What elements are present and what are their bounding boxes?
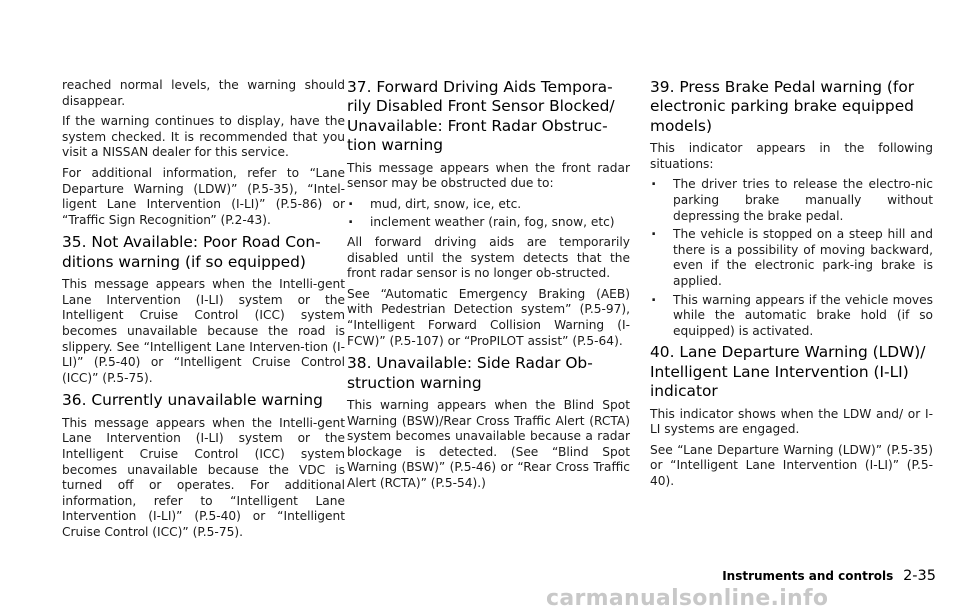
footer-section-title: Instruments and controls: [722, 569, 894, 583]
heading-section-37: 37. Forward Driving Aids Tempora-rily Disabled Front Sensor Blocked/ Unavailable: Front Radar Obstruc-tion warning: [347, 78, 615, 155]
page-footer: [722, 568, 936, 584]
heading-section-40: 40. Lane Departure Warning (LDW)/ Intelligent Lane Intervention (I-LI) indicator: [650, 343, 926, 401]
heading-section-35: 35. Not Available: Poor Road Con-ditions warning (if so equipped): [62, 233, 321, 271]
heading-section-36: 36. Currently unavailable warning: [62, 391, 323, 410]
column-right: [650, 78, 933, 495]
bullet-list-37: [347, 197, 630, 231]
paragraph-section-40: This indicator shows when the LDW and/ or I-LI systems are engaged.: [650, 406, 933, 437]
page-number: 2-35: [903, 568, 936, 584]
list-item: . This warning appears if the vehicle moves while the automatic brake hold (if so equipped) is activated.: [650, 293, 933, 340]
list-item: . The driver tries to release the electro-nic parking brake manually without depressing the brake pedal.: [650, 177, 933, 224]
paragraph-section-40-see: See “Lane Departure Warning (LDW)” (P.5-35) or “Intelligent Lane Intervention (I-LI)” (P.5-40).: [650, 442, 933, 488]
list-item: . inclement weather (rain, fog, snow, etc): [347, 215, 630, 231]
paragraph-section-37: This message appears when the front radar sensor may be obstructed due to:: [347, 160, 630, 191]
paragraph-section-37-disabled: All forward driving aids are temporarily disabled until the system detects that the front radar sensor is no longer ob-structed.: [347, 235, 630, 281]
column-middle: [347, 78, 630, 497]
paragraph-section-36: This message appears when the Intelli-gent Lane Intervention (I-LI) system or the Intelligent Cruise Control (ICC) system becomes unavailable because the VDC is turned off or operates. For additional information, refer to “Intelligent Lane Intervention (I-LI)” (P.5-40) or “Intelligent Cruise Control (ICC)” (P.5-75).: [62, 415, 345, 539]
paragraph-continued: reached normal levels, the warning should disappear.: [62, 78, 345, 108]
paragraph-section-39: This indicator appears in the following situations:: [650, 141, 933, 171]
paragraph-section-38: This warning appears when the Blind Spot Warning (BSW)/Rear Cross Traffic Alert (RCTA) system becomes unavailable because a radar blockage is detected. (See “Blind Spot Warning (BSW)” (P.5-46) or “Rear Cross Traffic Alert (RCTA)” (P.5-54).): [347, 397, 630, 490]
column-left: [62, 78, 345, 545]
heading-section-38: 38. Unavailable: Side Radar Ob-struction warning: [347, 354, 593, 392]
heading-section-39: 39. Press Brake Pedal warning (for electronic parking brake equipped models): [650, 78, 915, 135]
paragraph-section-37-see: See “Automatic Emergency Braking (AEB) with Pedestrian Detection system” (P.5-97), “Intelligent Forward Collision Warning (I-FCW)” (P.5-107) or “ProPILOT assist” (P.5-64).: [347, 286, 630, 348]
paragraph-warning-continues: If the warning continues to display, have the system checked. It is recommended that you visit a NISSAN dealer for this service.: [62, 114, 345, 160]
bullet-list-39: [650, 177, 933, 339]
paragraph-section-35: This message appears when the Intelli-gent Lane Intervention (I-LI) system or the Intelligent Cruise Control (ICC) system becomes unavailable because the road is slippery. See “Intelligent Lane Interven-tion (I-LI)” (P.5-40) or “Intelligent Cruise Control (ICC)” (P.5-75).: [62, 277, 345, 385]
list-item: . mud, dirt, snow, ice, etc.: [347, 197, 630, 213]
watermark-text: carmanualsonline.info: [546, 586, 829, 611]
list-item: . The vehicle is stopped on a steep hill and there is a possibility of moving backward, even if the electronic park-ing brake is applied.: [650, 227, 933, 289]
paragraph-additional-info: For additional information, refer to “Lane Departure Warning (LDW)” (P.5-35), “Intel-ligent Lane Intervention (I-LI)” (P.5-86) or “Traffic Sign Recognition” (P.2-43).: [62, 165, 345, 227]
